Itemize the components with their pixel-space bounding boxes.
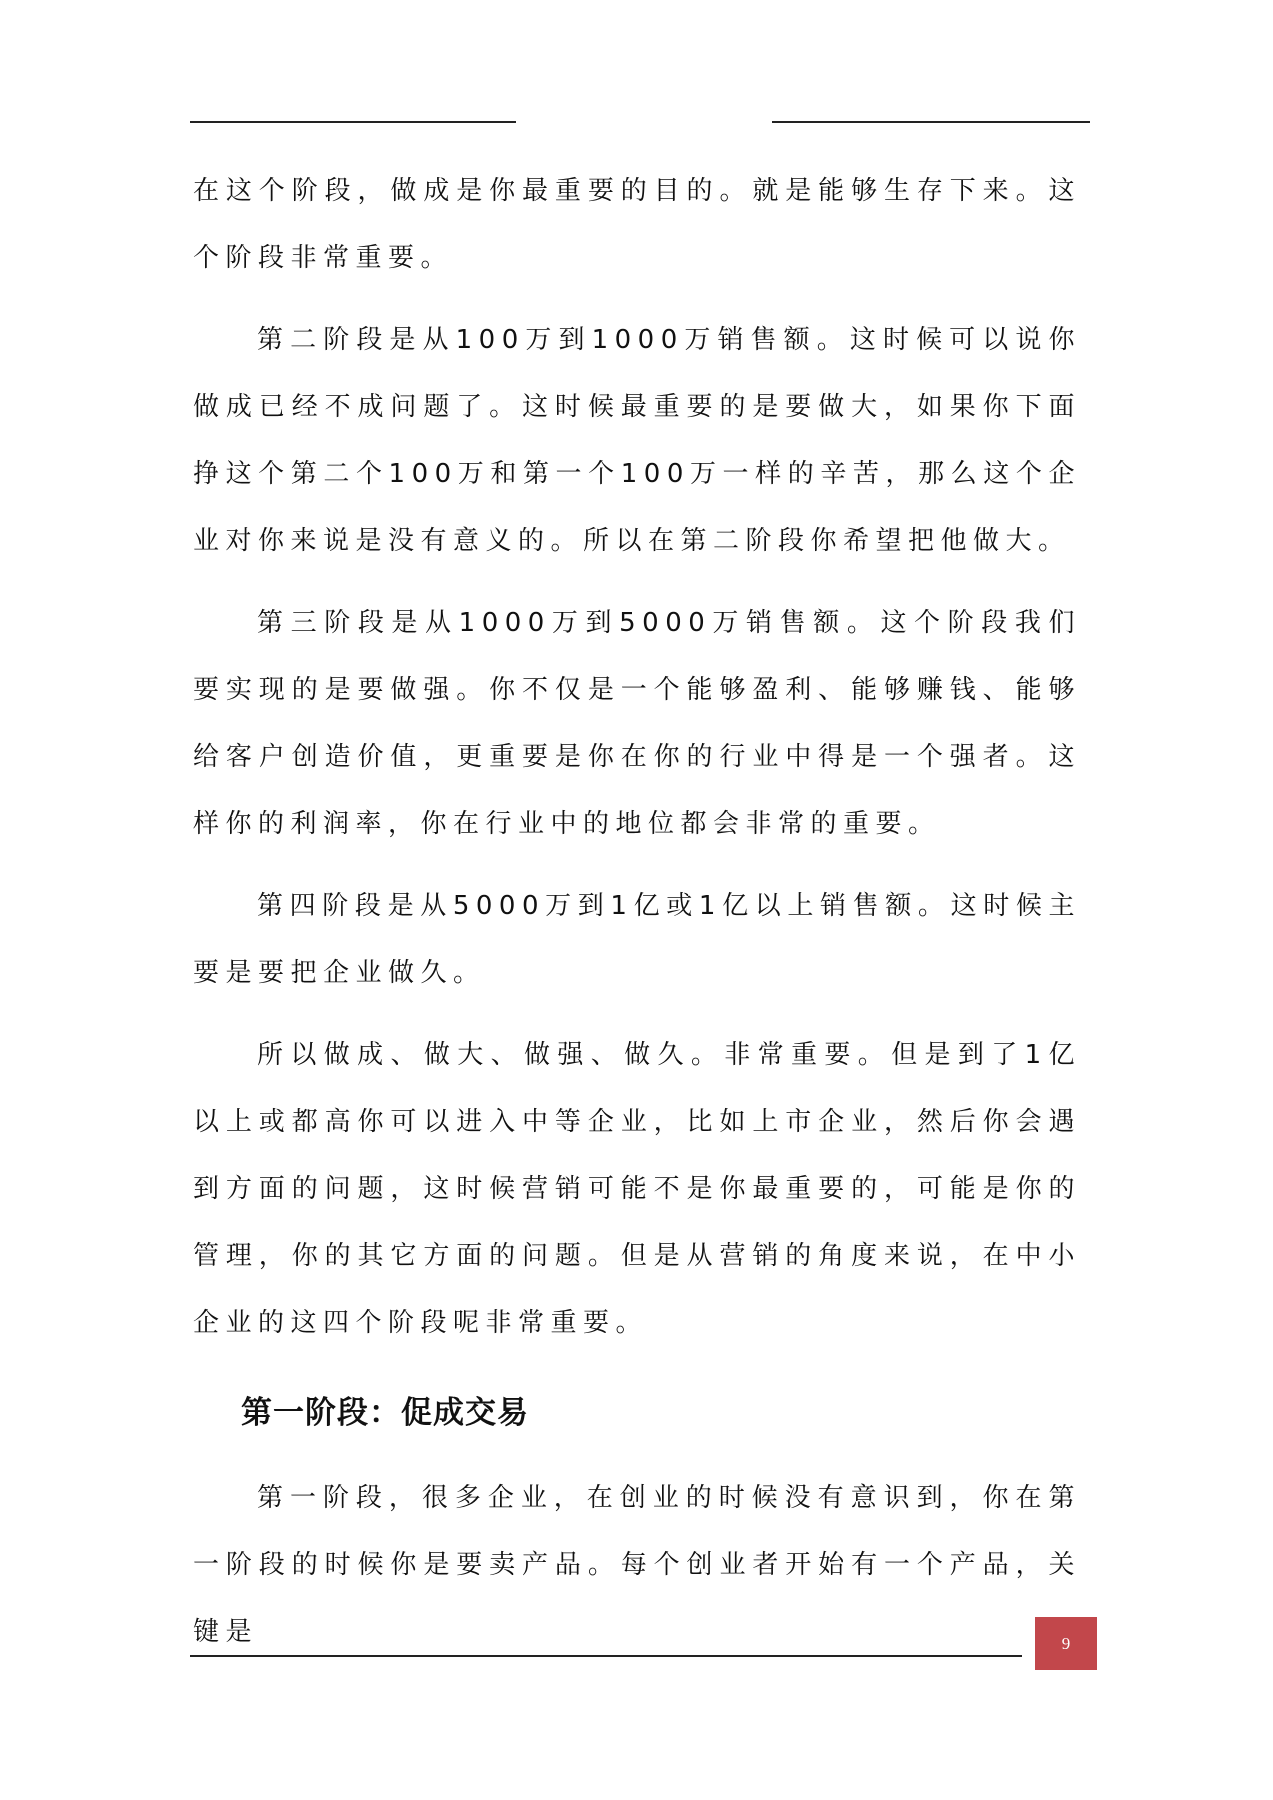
header-rule-left: [190, 121, 516, 123]
footer-rule: [190, 1655, 1022, 1657]
paragraph: 第四阶段是从5000万到1亿或1亿以上销售额。这时候主要是要把企业做久。: [193, 891, 1081, 988]
header-rule-right: [772, 121, 1090, 123]
paragraph: 所以做成、做大、做强、做久。非常重要。但是到了1亿以上或都高你可以进入中等企业，比如上市企业，然后你会遇到方面的问题，这时候营销可能不是你最重要的，可能是你的管理，你的其它方面的问题。但是从营销的角度来说，在中小企业的这四个阶段呢非常重要。: [193, 1040, 1081, 1338]
paragraph: 第三阶段是从1000万到5000万销售额。这个阶段我们要实现的是要做强。你不仅是一个能够盈利、能够赚钱、能够给客户创造价值，更重要是你在你的行业中得是一个强者。这样你的利润率，你在行业中的地位都会非常的重要。: [193, 608, 1081, 839]
section-heading: 第一阶段：促成交易: [241, 1395, 529, 1431]
paragraph: 第一阶段，很多企业，在创业的时候没有意识到，你在第一阶段的时候你是要卖产品。每个创业者开始有一个产品，关键是: [193, 1483, 1081, 1647]
page-number-badge: 9: [1035, 1617, 1097, 1670]
page-body: [193, 158, 1081, 1666]
paragraph: 第二阶段是从100万到1000万销售额。这时候可以说你做成已经不成问题了。这时候最重要的是要做大，如果你下面挣这个第二个100万和第一个100万一样的辛苦，那么这个企业对你来说是没有意义的。所以在第二阶段你希望把他做大。: [193, 325, 1081, 556]
paragraph: 在这个阶段，做成是你最重要的目的。就是能够生存下来。这个阶段非常重要。: [193, 176, 1081, 273]
